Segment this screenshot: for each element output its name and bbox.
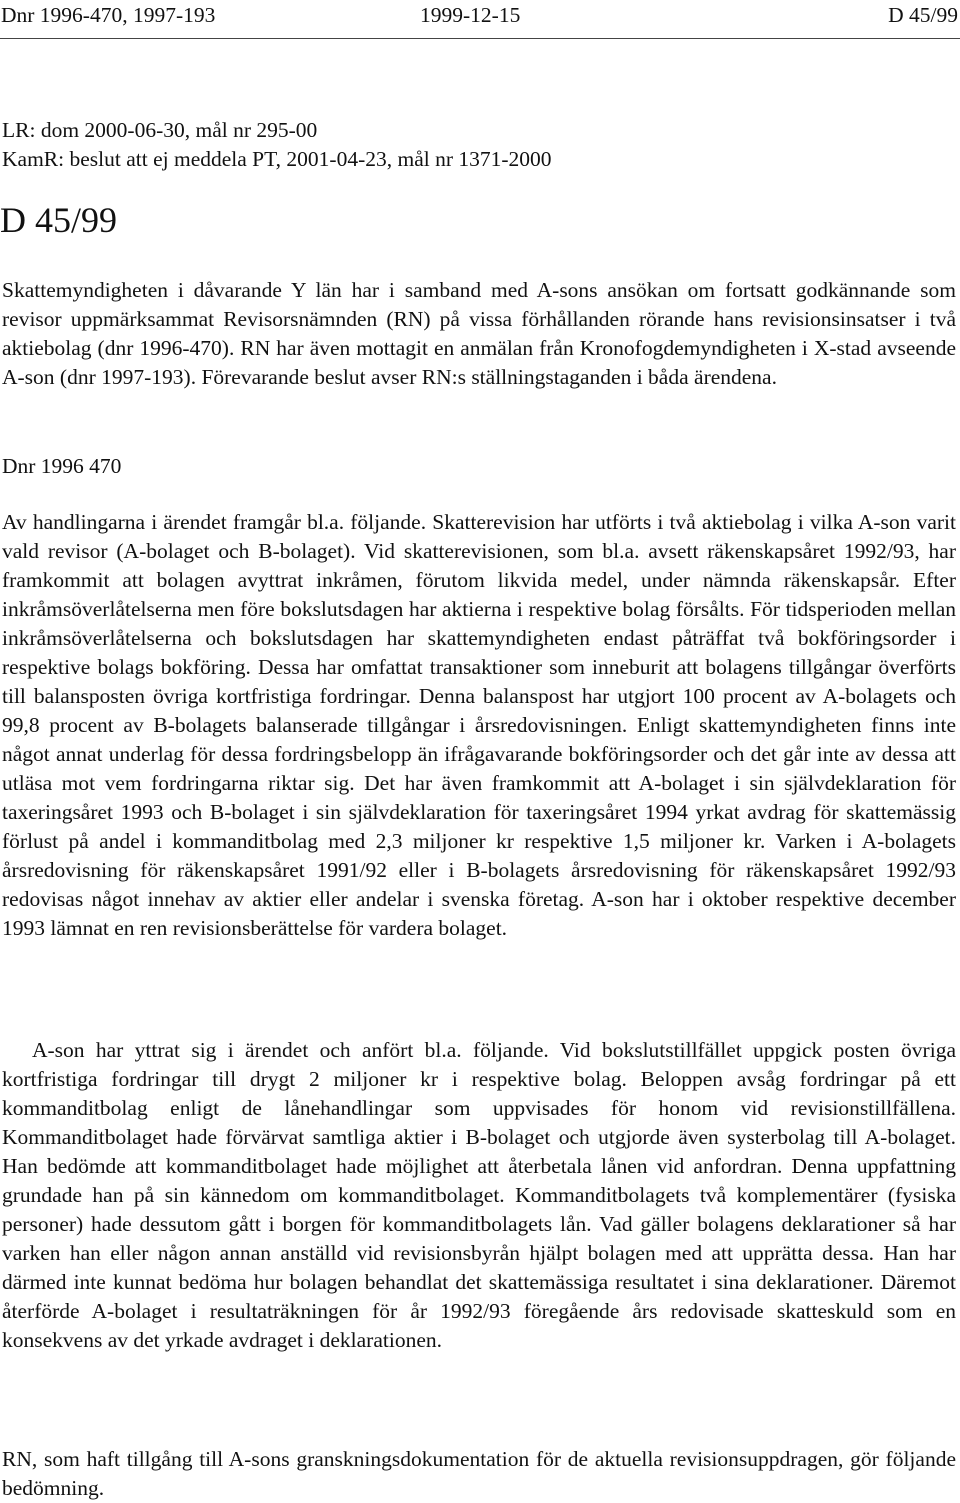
header-case-numbers: Dnr 1996-470, 1997-193 xyxy=(1,3,216,27)
intro-paragraph xyxy=(2,276,956,392)
section-heading: Dnr 1996 470 xyxy=(2,454,122,478)
intro-text: Skattemyndigheten i dåvarande Y län har i samband med A-sons ansökan om fortsatt godkännande som revisor uppmärksammat Revisorsnämnden (RN) på vissa förhållanden rörande hans revisionsinsatser i två aktiebolag (dnr 1996-470). RN har även mottagit en anmälan från Kronofogdemyndigheten i X-stad avseende A-son (dnr 1997-193). Förevarande beslut avser RN:s ställningstaganden i båda ärendena. xyxy=(2,278,956,389)
document-title: D 45/99 xyxy=(0,200,117,240)
header-decision-number: D 45/99 xyxy=(888,3,958,27)
paragraph-text: A-son har yttrat sig i ärendet och anfört bl.a. följande. Vid bokslutstillfället uppgick posten övriga kortfristiga fordringar till drygt 2 miljoner kr i respektive bolag. Beloppen avsåg fordringar på ett kommanditbolag enligt de lånehandlingar som uppvisades för honom vid revisionstillfällena. Kommanditbolaget hade förvärvat samtliga aktier i B-bolaget och utgjorde även systerbolag till A-bolaget. Han bedömde att kommanditbolaget hade möjlighet att återbetala lånen vid anfordran. Denna uppfattning grundade han på sin kännedom om kommanditbolaget. Kommanditbolagets två komplementärer (fysiska personer) hade dessutom gått i borgen för kommanditbolagets lån. Vad gäller bolagens deklarationer så har varken han eller någon annan anställd vid revisionsbyrån hjälpt bolagen med att upprätta dessa. Han har därmed inte kunnat bedöma hur bolagen behandlat det skattemässiga resultatet i sina deklarationer. Däremot återförde A-bolaget i resultaträkningen för år 1992/93 föregående års redovisade skatteskuld som en konsekvens av det yrkade avdraget i deklarationen. xyxy=(2,1038,956,1352)
paragraph-text: Av handlingarna i ärendet framgår bl.a. följande. Skatterevision har utförts i två aktiebolag i vilka A-son varit vald revisor (A-bolaget och B-bolaget). Vid skatterevisionen, som bl.a. avsett räkenskapsåret 1992/93, har framkommit att bolagen avyttrat inkråmen, förutom likvida medel, under nämnda räkenskapsår. Efter inkråmsöverlåtelserna men före bokslutsdagen har aktierna i respektive bolag försålts. För tidsperioden mellan inkråmsöverlåtelserna och bokslutsdagen har skattemyndigheten endast påträffat två bokföringsorder i respektive bolags bokföring. Dessa har omfattat transaktioner som inneburit att bolagens tillgångar överförts till balansposten övriga kortfristiga fordringar. Denna balanspost har utgjort 100 procent av A-bolagets och 99,8 procent av B-bolagets balanserade tillgångar i årsredovisningen. Enligt skattemyndigheten finns inte något annat underlag för dessa fordringsbelopp än ifrågavarande bokföringsorder och det går inte av dessa att utläsa mot vem fordringarna riktar sig. Det har även framkommit att A-bolaget i sin självdeklaration för taxeringsåret 1993 och B-bolaget i sin självdeklaration för taxeringsåret 1994 yrkat avdrag för skattemässig förlust på andel i kommanditbolag med 2,3 miljoner kr respektive 1,5 miljoner kr. Varken i A-bolagets årsredovisning för räkenskapsåret 1991/92 eller i B-bolagets årsredovisning för räkenskapsåret 1992/93 redovisas något innehav av aktier eller andelar i svenska företag. A-son har i oktober respektive december 1993 lämnat en ren revisionsberättelse för vardera bolaget. xyxy=(2,510,956,940)
court-references xyxy=(2,116,956,174)
kamr-reference: KamR: beslut att ej meddela PT, 2001-04-23, mål nr 1371-2000 xyxy=(2,147,552,171)
paragraph-text: RN, som haft tillgång till A-sons granskningsdokumentation för de aktuella revisionsuppdragen, gör följande bedömning. xyxy=(2,1447,956,1500)
header-date: 1999-12-15 xyxy=(420,3,521,27)
body-paragraph-3 xyxy=(2,1445,956,1503)
body-paragraph-1 xyxy=(2,508,956,943)
header-divider xyxy=(0,38,960,39)
lr-reference: LR: dom 2000-06-30, mål nr 295-00 xyxy=(2,118,318,142)
body-paragraph-2 xyxy=(2,1036,956,1355)
page-header xyxy=(0,0,960,40)
